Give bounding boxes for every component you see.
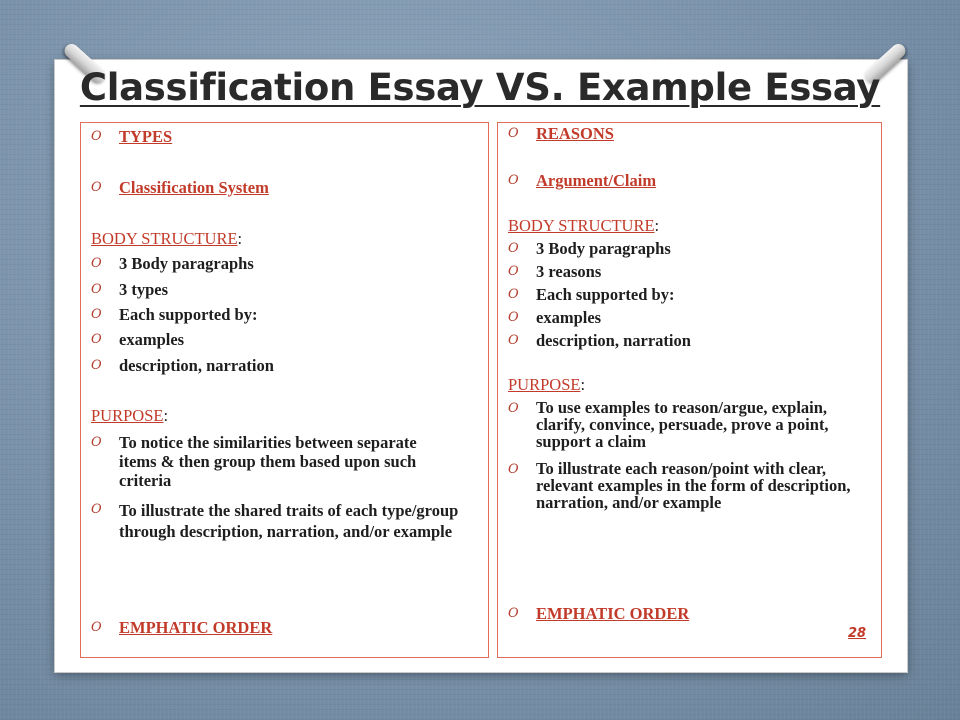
bullet-icon: O xyxy=(91,358,102,373)
list-item: O 3 types xyxy=(91,280,169,299)
bullet-icon: O xyxy=(508,333,519,348)
list-item: O To illustrate the shared traits of each type/group through description, narration, and/or example xyxy=(91,501,459,541)
bullet-icon: O xyxy=(508,606,519,621)
bullet-icon: O xyxy=(508,462,519,477)
purpose-heading: PURPOSE: xyxy=(508,375,586,394)
list-item: O 3 Body paragraphs xyxy=(508,239,671,258)
bullet-icon: O xyxy=(91,129,102,144)
list-item: O Each supported by: xyxy=(91,305,258,324)
list-item: O examples xyxy=(508,308,602,327)
list-item: O To notice the similarities between separate items & then group them based upon such criteria xyxy=(91,433,417,490)
list-item: O 3 Body paragraphs xyxy=(91,254,254,273)
bullet-icon: O xyxy=(508,241,519,256)
slide-title: Classification Essay VS. Example Essay xyxy=(79,66,881,109)
list-item: O To use examples to reason/argue, explain, clarify, convince, persuade, prove a point, support a claim xyxy=(508,398,829,451)
list-item: O 3 reasons xyxy=(508,262,602,281)
list-item xyxy=(508,171,874,190)
bullet-icon: O xyxy=(508,264,519,279)
list-item xyxy=(91,618,481,637)
classification-system-link[interactable]: Classification System xyxy=(119,178,269,197)
bullet-icon: O xyxy=(91,502,102,517)
classification-panel xyxy=(80,122,489,658)
types-link[interactable]: TYPES xyxy=(119,127,173,146)
bullet-icon: O xyxy=(91,620,102,635)
bullet-icon: O xyxy=(91,435,102,450)
purpose-heading: PURPOSE: xyxy=(91,406,169,425)
list-item xyxy=(508,124,874,143)
list-item xyxy=(91,127,481,146)
list-item: O description, narration xyxy=(508,331,691,350)
list-item xyxy=(508,604,874,623)
list-item: O Each supported by: xyxy=(508,285,675,304)
body-structure-heading: BODY STRUCTURE: xyxy=(91,229,243,248)
bullet-icon: O xyxy=(91,180,102,195)
emphatic-order-link[interactable]: EMPHATIC ORDER xyxy=(119,618,273,637)
bullet-icon: O xyxy=(91,256,102,271)
bullet-icon: O xyxy=(91,282,102,297)
bullet-icon: O xyxy=(91,307,102,322)
bullet-icon: O xyxy=(508,401,519,416)
argument-claim-link[interactable]: Argument/Claim xyxy=(536,171,657,190)
bullet-icon: O xyxy=(508,173,519,188)
list-item xyxy=(91,178,481,197)
list-item: O description, narration xyxy=(91,356,274,375)
list-item: O To illustrate each reason/point with clear, relevant examples in the form of description, narration, and/or example xyxy=(508,459,851,512)
reasons-link[interactable]: REASONS xyxy=(536,124,614,143)
body-structure-heading: BODY STRUCTURE: xyxy=(508,216,660,235)
example-panel xyxy=(497,122,882,658)
page-number: 28 xyxy=(848,626,867,641)
list-item: O examples xyxy=(91,330,185,349)
emphatic-order-link[interactable]: EMPHATIC ORDER xyxy=(536,604,690,623)
bullet-icon: O xyxy=(91,332,102,347)
bullet-icon: O xyxy=(508,287,519,302)
bullet-icon: O xyxy=(508,310,519,325)
bullet-icon: O xyxy=(508,126,519,141)
